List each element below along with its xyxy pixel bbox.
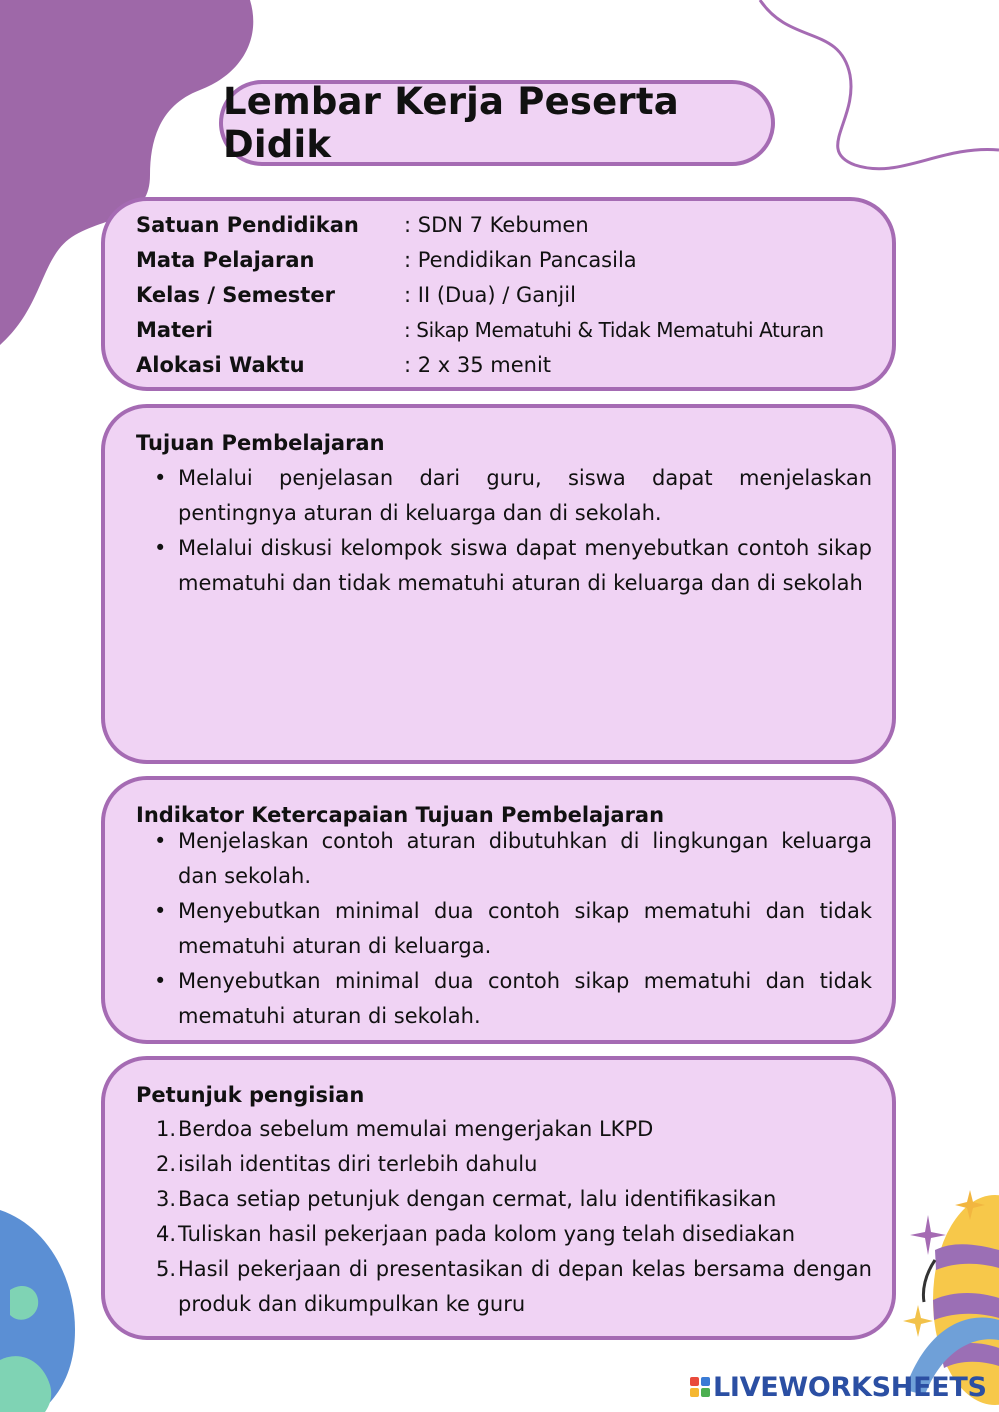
step-number: 4. bbox=[155, 1222, 176, 1246]
identity-label: Alokasi Waktu bbox=[136, 353, 305, 377]
step-text: isilah identitas diri terlebih dahulu bbox=[178, 1152, 538, 1176]
indicators-box bbox=[101, 776, 896, 1044]
step-number: 1. bbox=[155, 1117, 176, 1141]
list-item bbox=[136, 1112, 872, 1147]
instructions-box bbox=[101, 1056, 896, 1340]
section-title: Indikator Ketercapaian Tujuan Pembelajaran bbox=[136, 803, 665, 827]
identity-value: : SDN 7 Kebumen bbox=[404, 213, 589, 237]
identity-value: : II (Dua) / Ganjil bbox=[404, 283, 576, 307]
step-text: Hasil pekerjaan di presentasikan di depan kelas bersama dengan produk dan dikumpulkan ke guru bbox=[178, 1257, 872, 1316]
list-item bbox=[136, 1217, 872, 1252]
step-number: 2. bbox=[155, 1152, 176, 1176]
step-text: Tuliskan hasil pekerjaan pada kolom yang telah disediakan bbox=[178, 1222, 796, 1246]
watermark-text: LIVEWORKSHEETS bbox=[713, 1371, 987, 1403]
indicators-list bbox=[136, 824, 872, 1034]
goals-list bbox=[136, 461, 872, 601]
step-number: 5. bbox=[155, 1257, 176, 1281]
step-text: Berdoa sebelum memulai mengerjakan LKPD bbox=[178, 1117, 654, 1141]
planet-bottom-left bbox=[0, 1210, 75, 1412]
page-title: Lembar Kerja Peserta Didik bbox=[223, 80, 679, 166]
section-title: Tujuan Pembelajaran bbox=[136, 431, 385, 455]
list-item: • Melalui diskusi kelompok siswa dapat menyebutkan contoh sikap mematuhi dan tidak mematuhi aturan di keluarga dan di sekolah bbox=[136, 531, 872, 601]
identity-label: Materi bbox=[136, 318, 213, 342]
identity-value: : 2 x 35 menit bbox=[404, 353, 552, 377]
identity-box bbox=[101, 197, 896, 391]
step-text: Baca setiap petunjuk dengan cermat, lalu identifikasikan bbox=[178, 1187, 777, 1211]
list-item: • Menyebutkan minimal dua contoh sikap mematuhi dan tidak mematuhi aturan di sekolah. bbox=[136, 964, 872, 1034]
identity-value: : Pendidikan Pancasila bbox=[404, 248, 637, 272]
liveworksheets-watermark[interactable] bbox=[690, 1372, 987, 1402]
learning-goals-box bbox=[101, 404, 896, 764]
list-item bbox=[136, 1252, 872, 1322]
title-banner bbox=[219, 80, 775, 166]
list-item: • Melalui penjelasan dari guru, siswa dapat menjelaskan pentingnya aturan di keluarga dan di sekolah. bbox=[136, 461, 872, 531]
instructions-list bbox=[136, 1112, 872, 1322]
identity-value: : Sikap Mematuhi & Tidak Mematuhi Aturan bbox=[404, 318, 824, 342]
identity-label: Mata Pelajaran bbox=[136, 248, 315, 272]
liveworksheets-logo-icon bbox=[690, 1377, 710, 1397]
list-item: • Menyebutkan minimal dua contoh sikap mematuhi dan tidak mematuhi aturan di keluarga. bbox=[136, 894, 872, 964]
list-item bbox=[136, 1182, 872, 1217]
identity-label: Kelas / Semester bbox=[136, 283, 335, 307]
identity-label: Satuan Pendidikan bbox=[136, 213, 359, 237]
section-title: Petunjuk pengisian bbox=[136, 1083, 365, 1107]
list-item bbox=[136, 1147, 872, 1182]
wavy-line-top-right bbox=[760, 0, 999, 169]
step-number: 3. bbox=[155, 1187, 176, 1211]
list-item: • Menjelaskan contoh aturan dibutuhkan di lingkungan keluarga dan sekolah. bbox=[136, 824, 872, 894]
